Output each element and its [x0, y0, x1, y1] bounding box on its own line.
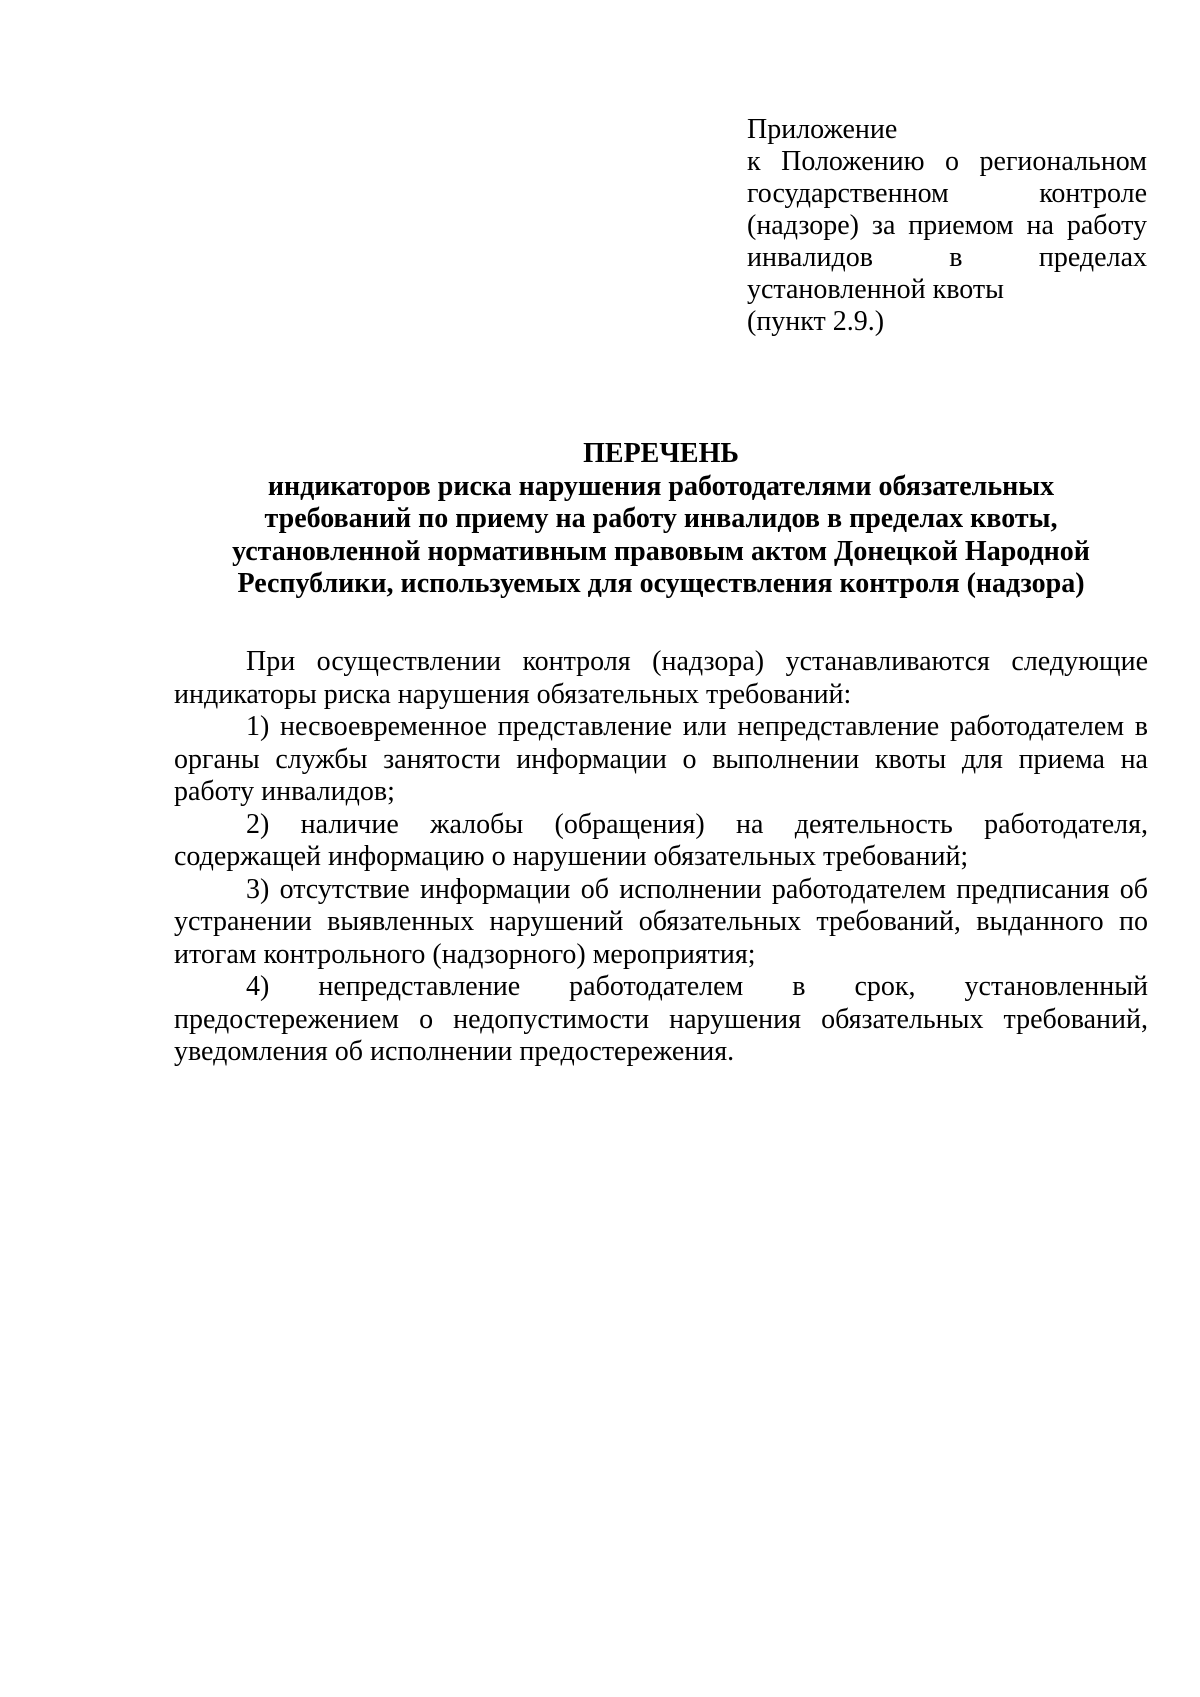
indicator-item-1: 1) несвоевременное представление или непредставление работодателем в органы службы занятости информации о выполнении квоты для приема на работу инвалидов;	[174, 711, 1148, 807]
document-body	[174, 646, 1148, 1069]
appendix-note	[747, 114, 1147, 338]
indicator-item-3: 3) отсутствие информации об исполнении работодателем предписания об устранении выявленных нарушений обязательных требований, выданного по итогам контрольного (надзорного) мероприятия;	[174, 873, 1148, 970]
indicator-item-2: 2) наличие жалобы (обращения) на деятельность работодателя, содержащей информацию о нарушении обязательных требований;	[174, 808, 1148, 872]
title-subtitle-line: Республики, используемых для осуществления контроля (надзора)	[237, 568, 1085, 599]
title-subtitle-line: индикаторов риска нарушения работодателями обязательных	[267, 470, 1055, 502]
appendix-text: к Положению о региональном государственном контроле (надзоре) за приемом на работу инвалидов в пределах установленной квоты	[747, 146, 1147, 305]
title-subtitle-line: требований по приему на работу инвалидов в пределах квоты,	[264, 503, 1058, 534]
title-subtitle-line: установленной нормативным правовым актом Донецкой Народной	[232, 535, 1090, 567]
intro-paragraph: При осуществлении контроля (надзора) устанавливаются следующие индикаторы риска нарушения обязательных требований:	[174, 646, 1148, 710]
indicator-item-4: 4) непредставление работодателем в срок, установленный предостережением о недопустимости нарушения обязательных требований, уведомления об исполнении предостережения.	[174, 971, 1148, 1067]
title-heading: ПЕРЕЧЕНЬ	[583, 438, 739, 469]
appendix-label: Приложение	[747, 114, 898, 145]
document-title	[174, 438, 1148, 601]
appendix-reference: (пункт 2.9.)	[747, 306, 885, 337]
